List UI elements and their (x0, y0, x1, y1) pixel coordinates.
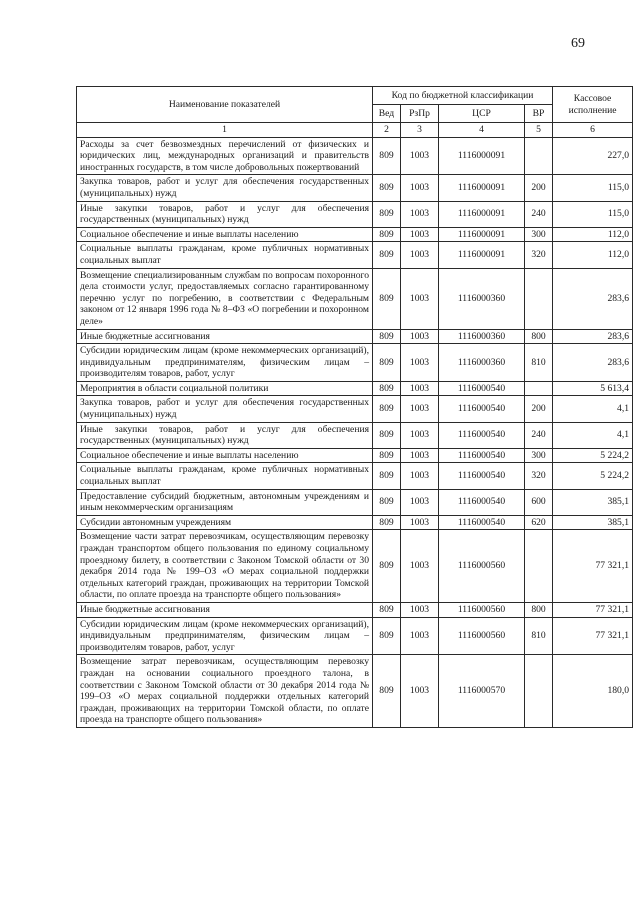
row-ved: 809 (373, 175, 401, 201)
row-csr: 1116000091 (439, 137, 525, 175)
row-amount: 385,1 (553, 515, 633, 530)
row-name: Социальные выплаты гражданам, кроме публичных нормативных социальных выплат (77, 242, 373, 268)
table-row (77, 175, 633, 201)
row-vr: 320 (525, 242, 553, 268)
row-ved: 809 (373, 617, 401, 655)
col-number: 4 (439, 123, 525, 138)
row-name: Субсидии автономным учреждениям (77, 515, 373, 530)
row-ved: 809 (373, 268, 401, 329)
row-csr: 1116000540 (439, 422, 525, 448)
row-rzpr: 1003 (401, 448, 439, 463)
row-csr: 1116000091 (439, 175, 525, 201)
row-rzpr: 1003 (401, 530, 439, 603)
row-ved: 809 (373, 396, 401, 422)
row-rzpr: 1003 (401, 463, 439, 489)
row-rzpr: 1003 (401, 489, 439, 515)
row-csr: 1116000560 (439, 617, 525, 655)
row-ved: 809 (373, 422, 401, 448)
row-csr: 1116000360 (439, 344, 525, 382)
row-amount: 77 321,1 (553, 530, 633, 603)
row-ved: 809 (373, 448, 401, 463)
row-csr: 1116000540 (439, 396, 525, 422)
table-row (77, 463, 633, 489)
table-row (77, 617, 633, 655)
row-vr: 620 (525, 515, 553, 530)
col-number: 5 (525, 123, 553, 138)
table-row (77, 201, 633, 227)
row-csr: 1116000540 (439, 515, 525, 530)
row-rzpr: 1003 (401, 268, 439, 329)
row-name: Мероприятия в области социальной политики (77, 381, 373, 396)
row-csr: 1116000570 (439, 655, 525, 728)
row-amount: 283,6 (553, 329, 633, 344)
row-vr: 800 (525, 602, 553, 617)
row-amount: 115,0 (553, 175, 633, 201)
row-vr: 240 (525, 422, 553, 448)
row-ved: 809 (373, 137, 401, 175)
row-csr: 1116000540 (439, 463, 525, 489)
row-ved: 809 (373, 489, 401, 515)
row-vr: 810 (525, 617, 553, 655)
row-ved: 809 (373, 329, 401, 344)
row-rzpr: 1003 (401, 655, 439, 728)
table-body (77, 137, 633, 727)
row-vr (525, 530, 553, 603)
table-row (77, 489, 633, 515)
table-row (77, 530, 633, 603)
row-rzpr: 1003 (401, 422, 439, 448)
row-ved: 809 (373, 655, 401, 728)
table-row (77, 344, 633, 382)
row-name: Закупка товаров, работ и услуг для обеспечения государственных (муниципальных) нужд (77, 396, 373, 422)
table-row (77, 655, 633, 728)
table-row (77, 329, 633, 344)
header-amount: Кассовое исполнение (553, 87, 633, 123)
row-vr: 200 (525, 175, 553, 201)
row-ved: 809 (373, 530, 401, 603)
row-csr: 1116000091 (439, 227, 525, 242)
row-csr: 1116000560 (439, 602, 525, 617)
row-vr: 240 (525, 201, 553, 227)
row-name: Субсидии юридическим лицам (кроме некоммерческих организаций), индивидуальным предпринимателям, физическим лицам – производителям товаров, работ, услуг (77, 617, 373, 655)
row-vr: 320 (525, 463, 553, 489)
row-csr: 1116000560 (439, 530, 525, 603)
row-amount: 180,0 (553, 655, 633, 728)
table-row (77, 227, 633, 242)
row-vr (525, 655, 553, 728)
row-name: Расходы за счет безвозмездных перечислений от физических и юридических лиц, международных организаций и правительств иностранных государств, в том числе добровольных пожертвований (77, 137, 373, 175)
row-rzpr: 1003 (401, 242, 439, 268)
row-name: Социальное обеспечение и иные выплаты населению (77, 227, 373, 242)
row-amount: 112,0 (553, 242, 633, 268)
row-ved: 809 (373, 242, 401, 268)
row-ved: 809 (373, 201, 401, 227)
row-name: Возмещение части затрат перевозчикам, осуществляющим перевозку граждан транспортом общего пользования по единому социальному проездному билету, в соответствии с Законом Томской области от 30 декабря 2014 года № 199–ОЗ «О мерах социальной поддержки отдельных категорий граждан, проживающих на территории Томской области, по оплате проезда на транспорте общего пользования» (77, 530, 373, 603)
row-name: Иные бюджетные ассигнования (77, 329, 373, 344)
row-rzpr: 1003 (401, 396, 439, 422)
row-rzpr: 1003 (401, 381, 439, 396)
row-amount: 5 224,2 (553, 463, 633, 489)
row-vr: 800 (525, 329, 553, 344)
budget-table (76, 86, 633, 728)
row-amount: 77 321,1 (553, 602, 633, 617)
header-vr: ВР (525, 105, 553, 123)
row-vr: 300 (525, 227, 553, 242)
row-amount: 283,6 (553, 344, 633, 382)
row-vr (525, 381, 553, 396)
row-name: Иные закупки товаров, работ и услуг для обеспечения государственных (муниципальных) нужд (77, 422, 373, 448)
row-name: Субсидии юридическим лицам (кроме некоммерческих организаций), индивидуальным предпринимателям, физическим лицам – производителям товаров, работ, услуг (77, 344, 373, 382)
row-rzpr: 1003 (401, 227, 439, 242)
col-number: 3 (401, 123, 439, 138)
row-csr: 1116000091 (439, 201, 525, 227)
row-ved: 809 (373, 381, 401, 396)
row-amount: 5 613,4 (553, 381, 633, 396)
table-row (77, 242, 633, 268)
col-number: 1 (77, 123, 373, 138)
header-csr: ЦСР (439, 105, 525, 123)
row-amount: 5 224,2 (553, 448, 633, 463)
table-row (77, 602, 633, 617)
table-row (77, 396, 633, 422)
row-rzpr: 1003 (401, 137, 439, 175)
row-vr: 810 (525, 344, 553, 382)
row-amount: 385,1 (553, 489, 633, 515)
row-ved: 809 (373, 463, 401, 489)
row-csr: 1116000360 (439, 329, 525, 344)
row-ved: 809 (373, 602, 401, 617)
row-name: Иные бюджетные ассигнования (77, 602, 373, 617)
row-vr: 300 (525, 448, 553, 463)
row-amount: 115,0 (553, 201, 633, 227)
row-csr: 1116000091 (439, 242, 525, 268)
row-amount: 4,1 (553, 396, 633, 422)
row-rzpr: 1003 (401, 515, 439, 530)
row-name: Иные закупки товаров, работ и услуг для обеспечения государственных (муниципальных) нужд (77, 201, 373, 227)
row-name: Возмещение затрат перевозчикам, осуществляющим перевозку граждан на основании социального проездного талона, в соответствии с Законом Томской области от 30 декабря 2014 года № 199–ОЗ «О мерах социальной поддержки отдельных категорий граждан, проживающих на территории Томской области, по оплате проезда на транспорте общего пользования» (77, 655, 373, 728)
table-row (77, 422, 633, 448)
table-row (77, 448, 633, 463)
table-row (77, 381, 633, 396)
header-ved: Вед (373, 105, 401, 123)
row-vr: 600 (525, 489, 553, 515)
row-rzpr: 1003 (401, 175, 439, 201)
row-ved: 809 (373, 227, 401, 242)
table-header (77, 87, 633, 138)
col-number: 2 (373, 123, 401, 138)
row-name: Закупка товаров, работ и услуг для обеспечения государственных (муниципальных) нужд (77, 175, 373, 201)
table-row (77, 515, 633, 530)
row-amount: 4,1 (553, 422, 633, 448)
row-csr: 1116000360 (439, 268, 525, 329)
row-vr (525, 137, 553, 175)
row-name: Социальные выплаты гражданам, кроме публичных нормативных социальных выплат (77, 463, 373, 489)
row-csr: 1116000540 (439, 448, 525, 463)
row-name: Социальное обеспечение и иные выплаты населению (77, 448, 373, 463)
col-number: 6 (553, 123, 633, 138)
row-amount: 283,6 (553, 268, 633, 329)
row-ved: 809 (373, 515, 401, 530)
row-rzpr: 1003 (401, 617, 439, 655)
row-vr (525, 268, 553, 329)
row-name: Предоставление субсидий бюджетным, автономным учреждениям и иным некоммерческим организациям (77, 489, 373, 515)
row-vr: 200 (525, 396, 553, 422)
header-code-group: Код по бюджетной классификации (373, 87, 553, 105)
row-amount: 112,0 (553, 227, 633, 242)
row-csr: 1116000540 (439, 381, 525, 396)
row-rzpr: 1003 (401, 201, 439, 227)
page-number: 69 (571, 36, 585, 51)
row-rzpr: 1003 (401, 344, 439, 382)
row-rzpr: 1003 (401, 602, 439, 617)
row-rzpr: 1003 (401, 329, 439, 344)
row-ved: 809 (373, 344, 401, 382)
row-amount: 77 321,1 (553, 617, 633, 655)
header-name: Наименование показателей (77, 87, 373, 123)
table-row (77, 137, 633, 175)
row-name: Возмещение специализированным службам по вопросам похоронного дела стоимости услуг, предоставляемых согласно гарантированному перечню услуг по погребению, в соответствии с Федеральным законом от 12 января 1996 года № 8–ФЗ «О погребении и похоронном деле» (77, 268, 373, 329)
header-rzpr: РзПр (401, 105, 439, 123)
row-amount: 227,0 (553, 137, 633, 175)
row-csr: 1116000540 (439, 489, 525, 515)
table-row (77, 268, 633, 329)
